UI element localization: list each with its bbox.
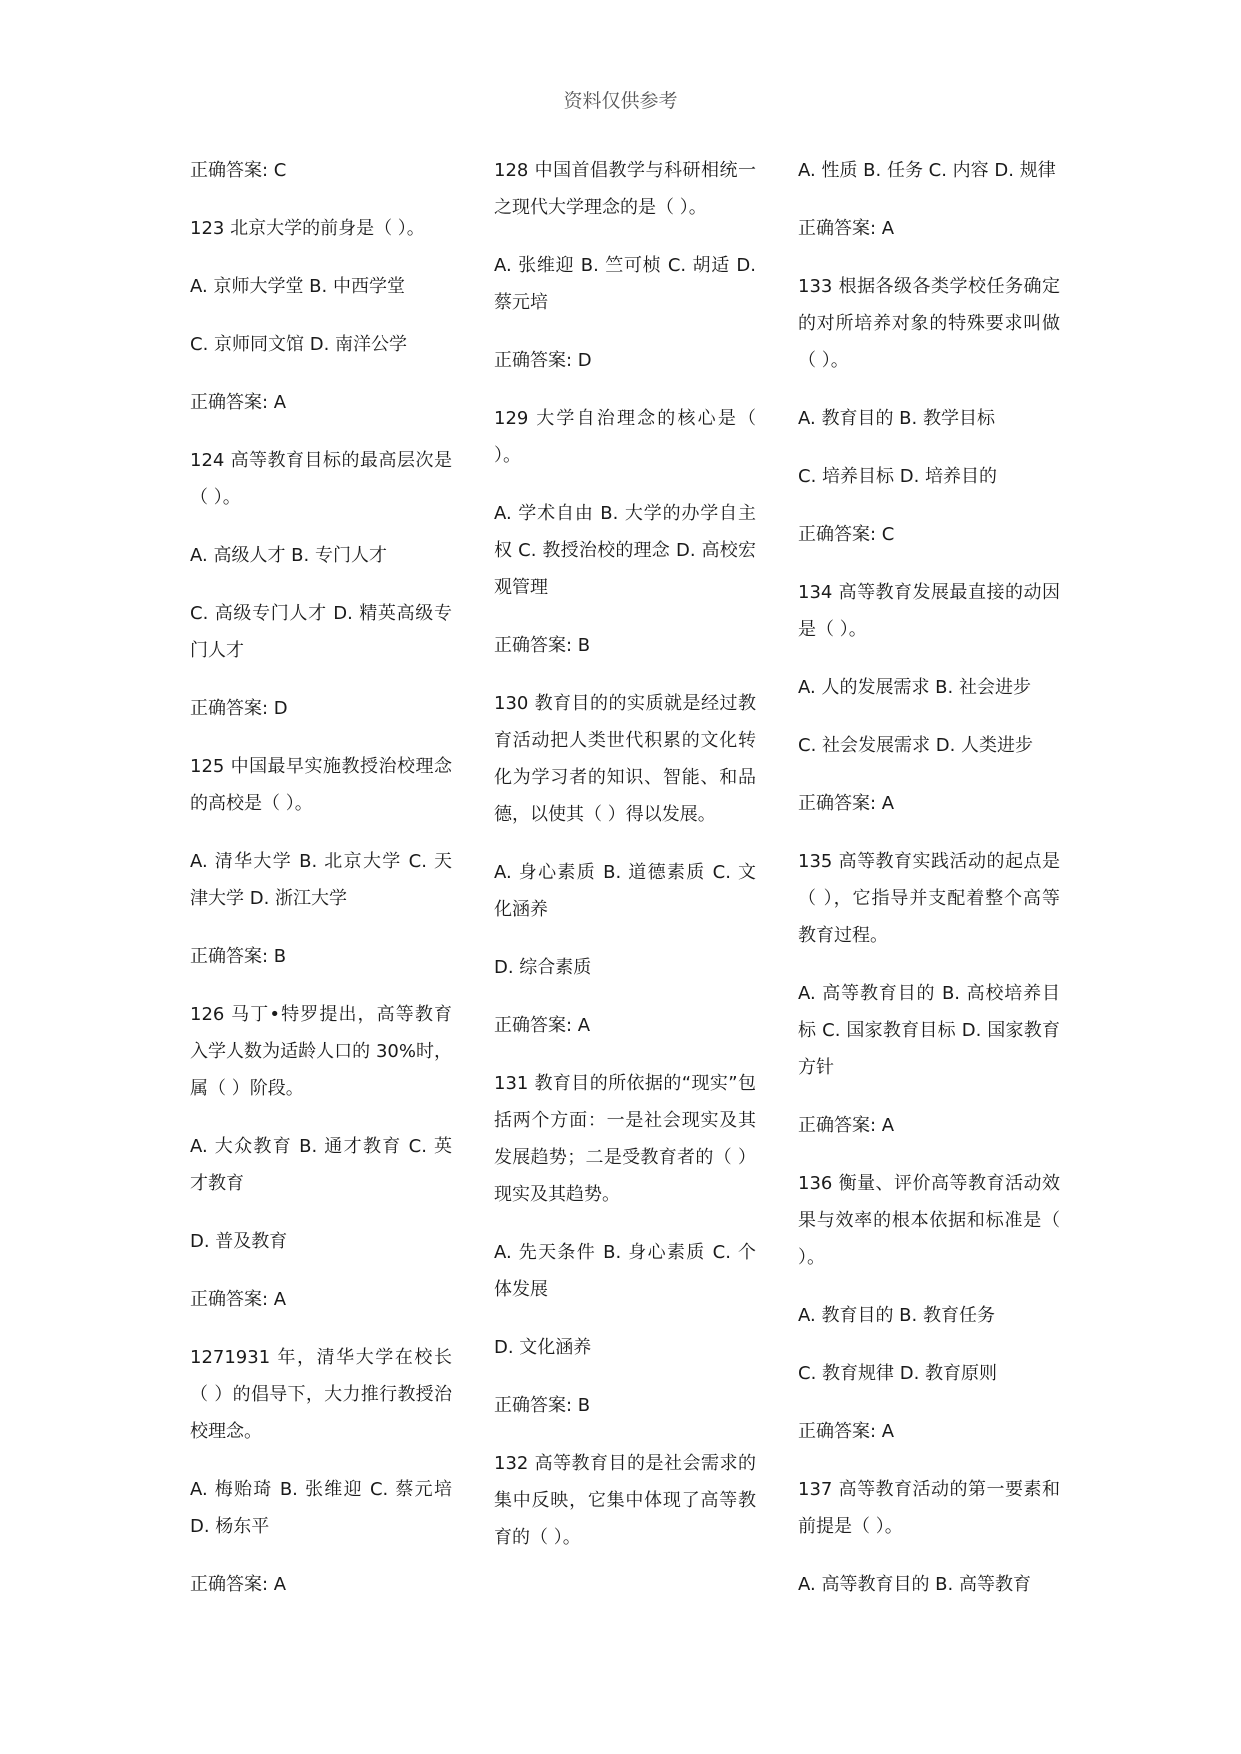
- options-line: A. 大众教育 B. 通才教育 C. 英才教育: [190, 1136, 452, 1194]
- column-1: [190, 154, 452, 1624]
- options-line: C. 高级专门人才 D. 精英高级专门人才: [190, 603, 452, 661]
- options-line: A. 高等教育目的 B. 高等教育: [798, 1574, 1031, 1595]
- question-line: 128 中国首倡教学与科研相统一之现代大学理念的是（ ）。: [494, 160, 756, 218]
- options-line: D. 综合素质: [494, 957, 592, 978]
- answer-line: 正确答案: A: [798, 793, 895, 814]
- options-line: A. 学术自由 B. 大学的办学自主权 C. 教授治校的理念 D. 高校宏观管理: [494, 503, 756, 598]
- question-line: 137 高等教育活动的第一要素和前提是（ ）。: [798, 1479, 1060, 1537]
- options-line: D. 普及教育: [190, 1231, 288, 1252]
- question-line: 1271931 年，清华大学在校长（ ）的倡导下，大力推行教授治校理念。: [190, 1347, 452, 1442]
- options-line: A. 身心素质 B. 道德素质 C. 文化涵养: [494, 862, 756, 920]
- answer-line: 正确答案: A: [798, 1421, 895, 1442]
- options-line: A. 高级人才 B. 专门人才: [190, 545, 387, 566]
- question-line: 131 教育目的所依据的“现实”包括两个方面：一是社会现实及其发展趋势；二是受教育者的（ ）现实及其趋势。: [494, 1073, 756, 1205]
- column-2: [494, 154, 756, 1577]
- answer-line: 正确答案: D: [190, 698, 288, 719]
- page-header: 资料仅供参考: [563, 90, 678, 112]
- options-line: A. 人的发展需求 B. 社会进步: [798, 677, 1031, 698]
- options-line: A. 先天条件 B. 身心素质 C. 个体发展: [494, 1242, 756, 1300]
- column-3: [798, 154, 1060, 1624]
- answer-line: 正确答案: A: [494, 1015, 591, 1036]
- options-line: A. 清华大学 B. 北京大学 C. 天津大学 D. 浙江大学: [190, 851, 452, 909]
- question-line: 130 教育目的的实质就是经过教育活动把人类世代积累的文化转化为学习者的知识、智能、和品德，以使其（ ）得以发展。: [494, 693, 756, 825]
- question-line: 124 高等教育目标的最高层次是（ ）。: [190, 450, 452, 508]
- options-line: C. 教育规律 D. 教育原则: [798, 1363, 998, 1384]
- answer-line: 正确答案: B: [190, 946, 287, 967]
- options-line: A. 京师大学堂 B. 中西学堂: [190, 276, 405, 297]
- question-line: 136 衡量、评价高等教育活动效果与效率的根本依据和标准是（ ）。: [798, 1173, 1060, 1268]
- answer-line: 正确答案: A: [190, 1289, 287, 1310]
- question-line: 123 北京大学的前身是（ ）。: [190, 218, 425, 239]
- question-line: 135 高等教育实践活动的起点是（ ），它指导并支配着整个高等教育过程。: [798, 851, 1060, 946]
- question-line: 133 根据各级各类学校任务确定的对所培养对象的特殊要求叫做（ ）。: [798, 276, 1060, 371]
- options-line: A. 性质 B. 任务 C. 内容 D. 规律: [798, 160, 1056, 181]
- options-line: D. 文化涵养: [494, 1337, 592, 1358]
- question-line: 129 大学自治理念的核心是（ ）。: [494, 408, 756, 466]
- options-line: C. 社会发展需求 D. 人类进步: [798, 735, 1034, 756]
- question-line: 132 高等教育目的是社会需求的集中反映，它集中体现了高等教育的（ ）。: [494, 1453, 756, 1548]
- answer-line: 正确答案: C: [798, 524, 895, 545]
- answer-line: 正确答案: A: [190, 1574, 287, 1595]
- options-line: C. 培养目标 D. 培养目的: [798, 466, 998, 487]
- options-line: A. 教育目的 B. 教学目标: [798, 408, 995, 429]
- answer-line: 正确答案: A: [798, 218, 895, 239]
- answer-line: 正确答案: D: [494, 350, 592, 371]
- options-line: A. 教育目的 B. 教育任务: [798, 1305, 995, 1326]
- answer-line: 正确答案: B: [494, 635, 591, 656]
- question-line: 134 高等教育发展最直接的动因是（ ）。: [798, 582, 1060, 640]
- question-line: 125 中国最早实施教授治校理念的高校是（ ）。: [190, 756, 452, 814]
- options-line: A. 高等教育目的 B. 高校培养目标 C. 国家教育目标 D. 国家教育方针: [798, 983, 1060, 1078]
- options-line: A. 张维迎 B. 竺可桢 C. 胡适 D. 蔡元培: [494, 255, 756, 313]
- options-line: C. 京师同文馆 D. 南洋公学: [190, 334, 408, 355]
- answer-line: 正确答案: A: [190, 392, 287, 413]
- answer-line: 正确答案: B: [494, 1395, 591, 1416]
- answer-line: 正确答案: C: [190, 160, 287, 181]
- options-line: A. 梅贻琦 B. 张维迎 C. 蔡元培 D. 杨东平: [190, 1479, 452, 1537]
- answer-line: 正确答案: A: [798, 1115, 895, 1136]
- question-line: 126 马丁•特罗提出，高等教育入学人数为适龄人口的 30%时，属（ ）阶段。: [190, 1004, 452, 1099]
